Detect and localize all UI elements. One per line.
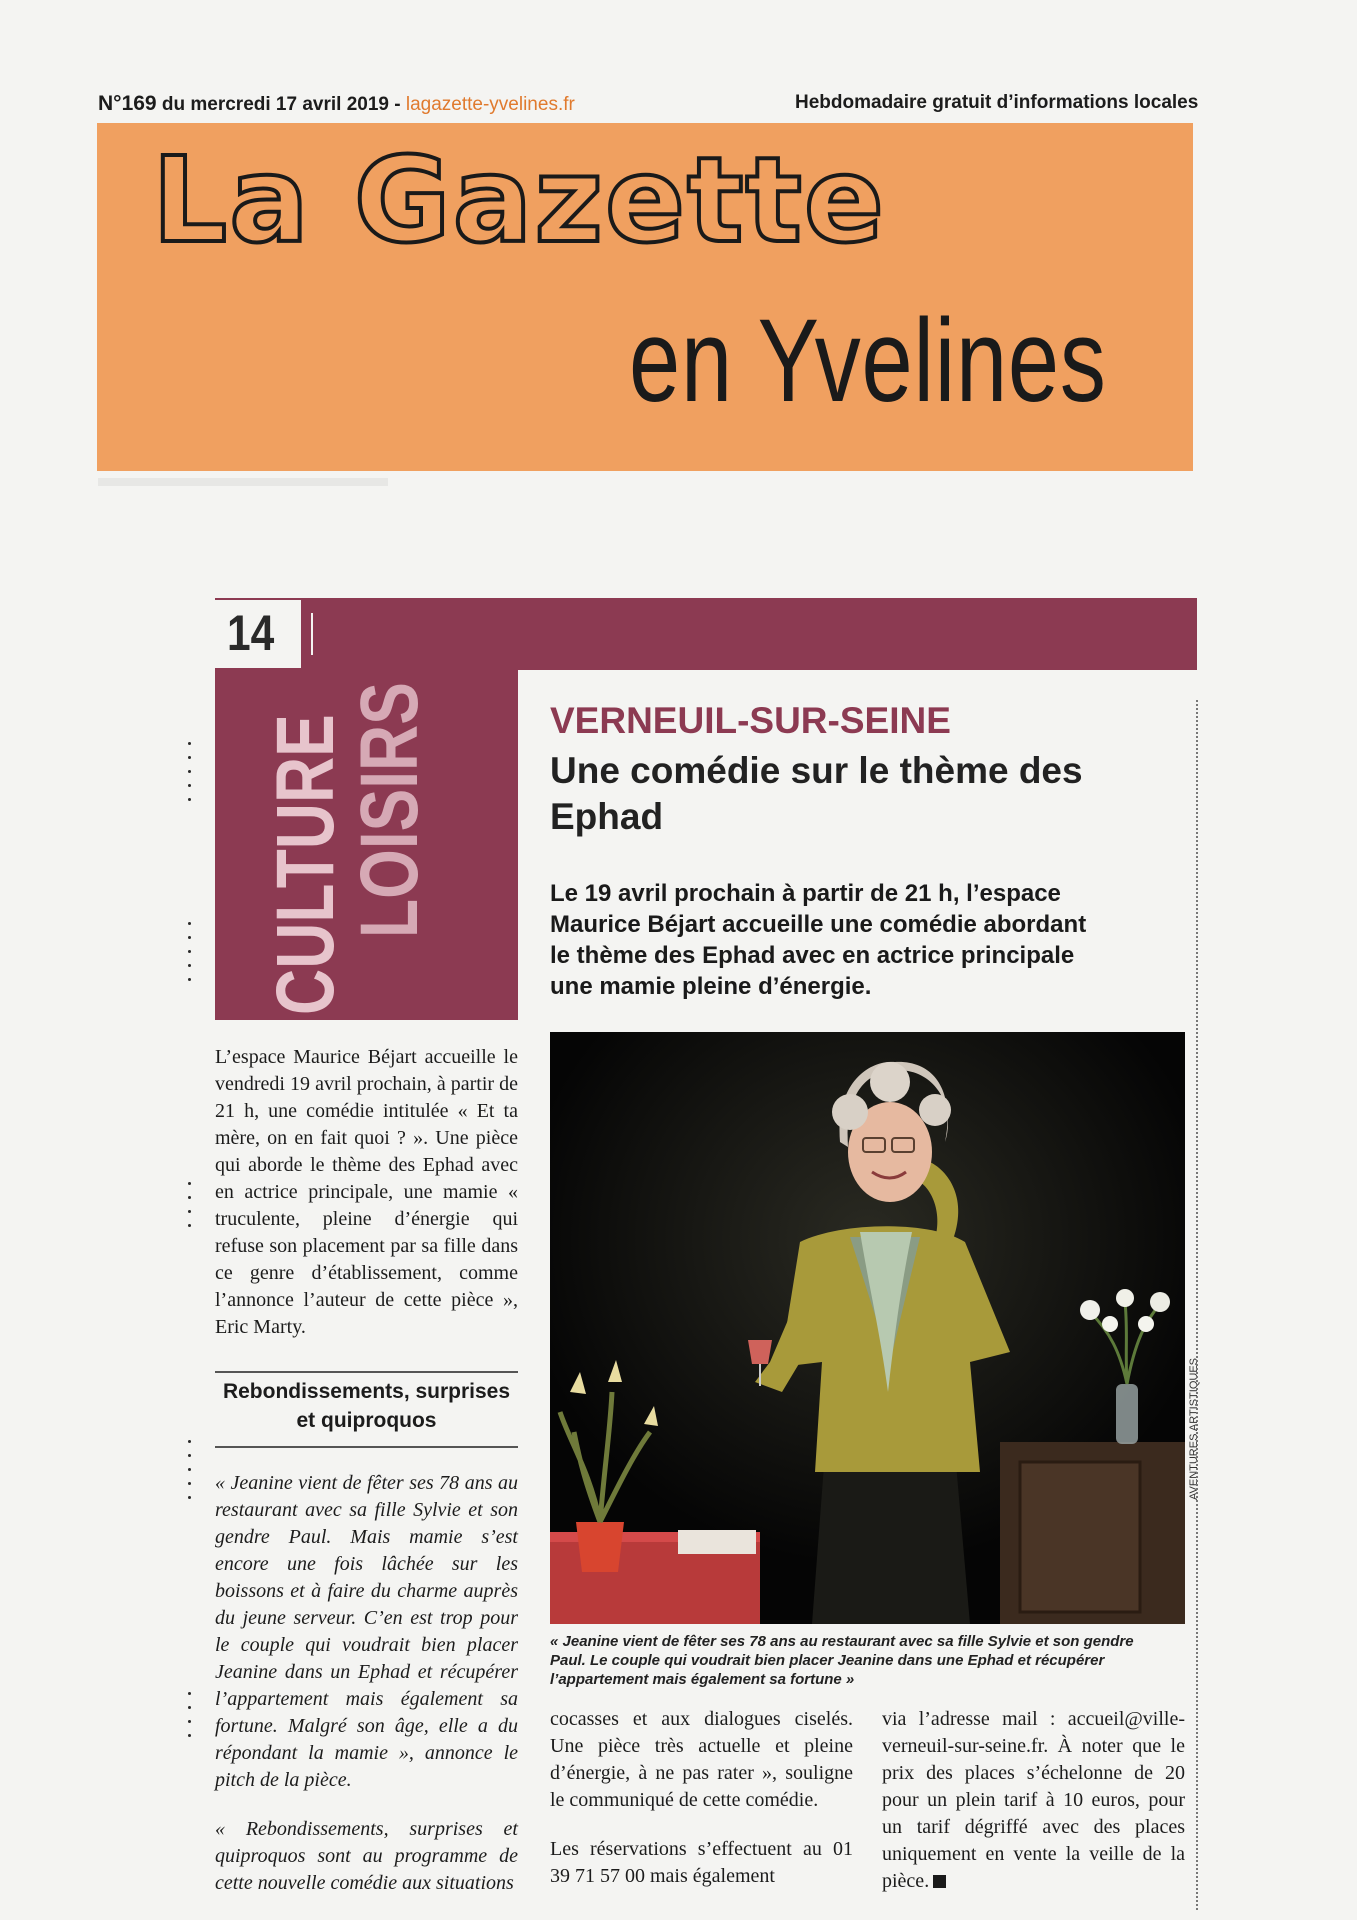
tagline: Hebdomadaire gratuit d’informations locales [795,92,1199,113]
article-kicker: VERNEUIL-SUR-SEINE [550,700,951,741]
margin-dots [188,742,192,812]
page-number-box [215,600,301,668]
margin-dots [188,1692,192,1748]
rubric-loisirs: LOISIRS [344,682,435,938]
masthead-logo-line1: La Gazette [152,131,886,269]
issue-date: du mercredi 17 avril 2019 - [156,94,406,115]
masthead-logo-line2: en Yvelines [629,295,1107,427]
end-of-article-square [933,1875,946,1888]
rubric-box [215,670,518,1020]
article-column-1b [215,1470,518,1897]
article-photo [550,1032,1185,1624]
section-divider [311,613,313,655]
article-paragraph-4: cocasses et aux dialogues ciselés. Une pièce très actuelle et pleine d’énergie, à ne pas rater », souligne le communiqué de cette comédie. [550,1708,853,1811]
photo-caption: « Jeanine vient de fêter ses 78 ans au restaurant avec sa fille Sylvie et son gendre Paul. Le couple qui voudrait bien placer Jeanine dans une Ephad et récupérer l’appartement mais également sa fortune » [550,1633,1134,1688]
article-title: Une comédie sur le thème des Ephad [550,750,1083,837]
article-paragraph-6: via l’adresse mail : accueil@ville-verneuil-sur-seine.fr. À noter que le prix des places s’échelonne de 20 pour un plein tarif à 10 euros, pour un tarif dégriffé avec des places uniquement en vente la veille de la pièce. [882,1708,1185,1892]
section-bar [215,598,1197,670]
rubric-culture: CULTURE [260,714,351,1015]
article-paragraph-1: L’espace Maurice Béjart accueille le vendredi 19 avril prochain, à partir de 21 h, une comédie intitulée « Et ta mère, on en fait quoi ? ». Une pièce qui aborde le thème des Ephad avec en actrice principale, une mamie « truculente, pleine d’énergie qui refuse son placement par sa fille dans ce genre d’établissement, comme l’annonce l’auteur de cette pièce », Eric Marty. [215,1046,518,1338]
margin-dots [188,1440,192,1510]
article-subhead: Rebondissements, surprises et quiproquos [215,1371,518,1435]
stage-photo-illustration [550,1032,1185,1624]
article-paragraph-3: « Rebondissements, surprises et quiproquos sont au programme de cette nouvelle comédie aux situations [215,1818,518,1894]
subhead-rule [215,1446,518,1448]
site-link[interactable]: lagazette-yvelines.fr [405,94,575,115]
margin-dots [188,922,192,992]
article-column-3 [882,1706,1185,1895]
dotted-rule [1196,700,1198,1910]
scan-shadow [98,478,388,486]
masthead [97,123,1193,471]
article-column-2 [550,1706,853,1890]
photo-credit: AVENTURES ARTISTIQUES [1188,1357,1200,1500]
page-number: 14 [227,605,275,661]
margin-dots [188,1182,192,1238]
article-paragraph-5: Les réservations s’effectuent au 01 39 71 57 00 mais également [550,1838,853,1887]
issue-number: N°169 [98,92,157,115]
article-paragraph-2: « Jeanine vient de fêter ses 78 ans au restaurant avec sa fille Sylvie et son gendre Paul. Mais mamie s’est encore une fois lâchée sur les boissons et à faire du charme auprès du jeune serveur. C’en est trop pour le couple qui voudrait bien placer Jeanine dans un Ephad et récupérer l’appartement mais également sa fortune. Malgré son âge, elle a du répondant la mamie », annonce le pitch de la pièce. [215,1472,518,1791]
article-lead: Le 19 avril prochain à partir de 21 h, l’espace Maurice Béjart accueille une comédie abordant le thème des Ephad avec en actrice principale une mamie pleine d’énergie. [550,880,1087,1000]
